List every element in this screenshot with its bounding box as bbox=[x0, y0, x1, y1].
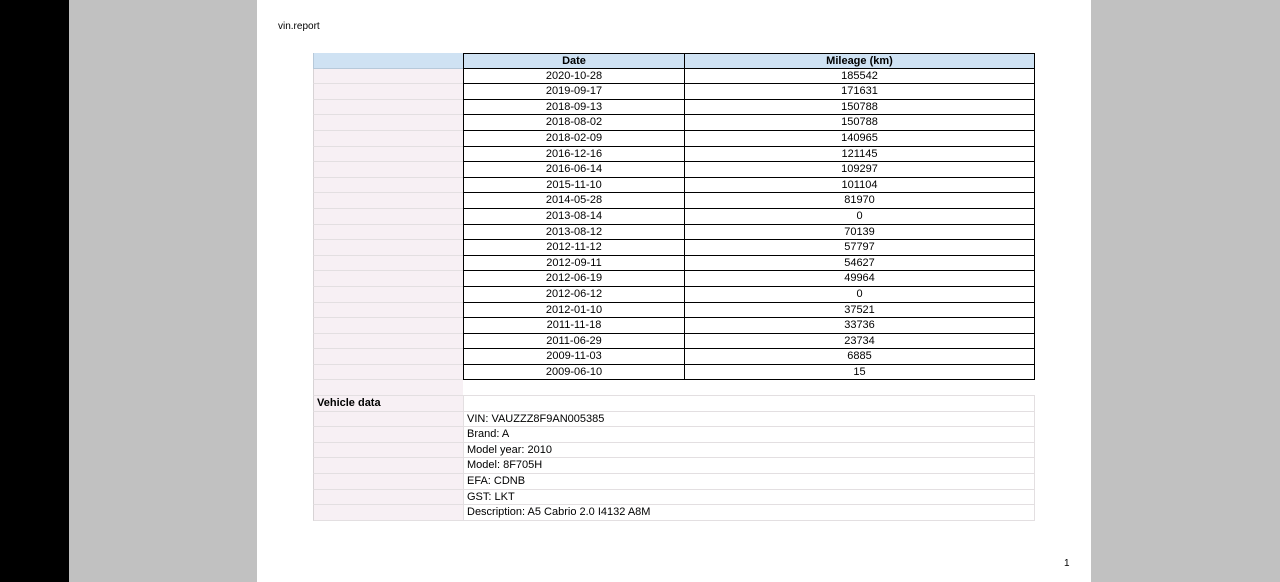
row-label-cell bbox=[313, 271, 463, 287]
date-cell: 2016-12-16 bbox=[463, 147, 685, 163]
table-row bbox=[313, 225, 1035, 241]
mileage-cell: 121145 bbox=[685, 147, 1035, 163]
vehicle-field-row bbox=[313, 505, 1035, 521]
row-label-cell bbox=[313, 412, 463, 428]
row-label-cell bbox=[313, 209, 463, 225]
mileage-cell: 150788 bbox=[685, 100, 1035, 116]
row-label-cell bbox=[313, 474, 463, 490]
date-cell: 2012-06-19 bbox=[463, 271, 685, 287]
vehicle-field: VIN: VAUZZZ8F9AN005385 bbox=[463, 412, 1035, 428]
row-label-cell bbox=[313, 193, 463, 209]
mileage-cell: 101104 bbox=[685, 178, 1035, 194]
row-label-cell bbox=[313, 287, 463, 303]
vehicle-field: Description: A5 Cabrio 2.0 I4132 A8M bbox=[463, 505, 1035, 521]
date-cell: 2009-11-03 bbox=[463, 349, 685, 365]
row-label-cell bbox=[313, 69, 463, 85]
table-row bbox=[313, 209, 1035, 225]
mileage-cell: 54627 bbox=[685, 256, 1035, 272]
table-row bbox=[313, 349, 1035, 365]
date-cell: 2018-02-09 bbox=[463, 131, 685, 147]
row-label-cell bbox=[313, 505, 463, 521]
date-cell: 2018-08-02 bbox=[463, 115, 685, 131]
table-row bbox=[313, 334, 1035, 350]
vehicle-field: GST: LKT bbox=[463, 490, 1035, 506]
vehicle-field-row bbox=[313, 474, 1035, 490]
vehicle-field-row bbox=[313, 427, 1035, 443]
table-row bbox=[313, 147, 1035, 163]
mileage-cell: 109297 bbox=[685, 162, 1035, 178]
vehicle-field: EFA: CDNB bbox=[463, 474, 1035, 490]
mileage-cell: 23734 bbox=[685, 334, 1035, 350]
left-black-bar bbox=[0, 0, 69, 582]
date-cell: 2012-11-12 bbox=[463, 240, 685, 256]
date-column-header: Date bbox=[463, 53, 685, 69]
date-cell: 2014-05-28 bbox=[463, 193, 685, 209]
mileage-cell: 15 bbox=[685, 365, 1035, 381]
date-cell: 2012-09-11 bbox=[463, 256, 685, 272]
row-label-cell bbox=[313, 225, 463, 241]
vehicle-data-title-row bbox=[313, 396, 1035, 412]
table-row bbox=[313, 365, 1035, 381]
date-cell: 2011-11-18 bbox=[463, 318, 685, 334]
row-label-cell bbox=[313, 458, 463, 474]
report-table bbox=[313, 53, 1035, 521]
row-label-cell bbox=[313, 178, 463, 194]
header-label-cell bbox=[313, 53, 463, 69]
vehicle-field: Brand: A bbox=[463, 427, 1035, 443]
mileage-cell: 37521 bbox=[685, 303, 1035, 319]
vehicle-field: Model year: 2010 bbox=[463, 443, 1035, 459]
row-label-cell bbox=[313, 84, 463, 100]
vehicle-data-title: Vehicle data bbox=[313, 396, 463, 412]
table-row bbox=[313, 100, 1035, 116]
row-label-cell bbox=[313, 162, 463, 178]
date-cell: 2016-06-14 bbox=[463, 162, 685, 178]
mileage-column-header: Mileage (km) bbox=[685, 53, 1035, 69]
table-row bbox=[313, 69, 1035, 85]
mileage-cell: 0 bbox=[685, 209, 1035, 225]
row-label-cell bbox=[313, 427, 463, 443]
row-label-cell bbox=[313, 334, 463, 350]
mileage-cell: 140965 bbox=[685, 131, 1035, 147]
date-cell: 2020-10-28 bbox=[463, 69, 685, 85]
mileage-cell: 70139 bbox=[685, 225, 1035, 241]
date-cell: 2013-08-14 bbox=[463, 209, 685, 225]
mileage-cell: 171631 bbox=[685, 84, 1035, 100]
row-label-cell bbox=[313, 443, 463, 459]
table-row bbox=[313, 271, 1035, 287]
table-row bbox=[313, 240, 1035, 256]
spacer-row bbox=[313, 380, 1035, 396]
vehicle-field-row bbox=[313, 490, 1035, 506]
date-cell: 2013-08-12 bbox=[463, 225, 685, 241]
row-label-cell bbox=[313, 365, 463, 381]
row-label-cell bbox=[313, 115, 463, 131]
mileage-cell: 6885 bbox=[685, 349, 1035, 365]
vehicle-field-row bbox=[313, 412, 1035, 428]
date-cell: 2012-06-12 bbox=[463, 287, 685, 303]
vehicle-field-row bbox=[313, 458, 1035, 474]
page-number: 1 bbox=[1064, 558, 1070, 569]
row-label-cell bbox=[313, 303, 463, 319]
date-cell: 2018-09-13 bbox=[463, 100, 685, 116]
document-page bbox=[257, 0, 1091, 582]
table-row bbox=[313, 162, 1035, 178]
row-label-cell bbox=[313, 256, 463, 272]
row-label-cell bbox=[313, 349, 463, 365]
table-row bbox=[313, 303, 1035, 319]
mileage-cell: 0 bbox=[685, 287, 1035, 303]
mileage-cell: 185542 bbox=[685, 69, 1035, 85]
table-row bbox=[313, 131, 1035, 147]
mileage-rows bbox=[313, 69, 1035, 381]
table-row bbox=[313, 178, 1035, 194]
table-row bbox=[313, 256, 1035, 272]
site-header: vin.report bbox=[278, 21, 320, 32]
table-row bbox=[313, 84, 1035, 100]
row-label-cell bbox=[313, 131, 463, 147]
date-cell: 2012-01-10 bbox=[463, 303, 685, 319]
date-cell: 2019-09-17 bbox=[463, 84, 685, 100]
row-label-cell bbox=[313, 147, 463, 163]
vehicle-data-rows bbox=[313, 412, 1035, 521]
row-label-cell bbox=[313, 490, 463, 506]
mileage-cell: 57797 bbox=[685, 240, 1035, 256]
row-label-cell bbox=[313, 100, 463, 116]
row-label-cell bbox=[313, 318, 463, 334]
table-row bbox=[313, 287, 1035, 303]
mileage-cell: 49964 bbox=[685, 271, 1035, 287]
date-cell: 2015-11-10 bbox=[463, 178, 685, 194]
vehicle-field: Model: 8F705H bbox=[463, 458, 1035, 474]
vehicle-field-row bbox=[313, 443, 1035, 459]
row-label-cell bbox=[313, 240, 463, 256]
mileage-cell: 33736 bbox=[685, 318, 1035, 334]
table-row bbox=[313, 115, 1035, 131]
table-row bbox=[313, 318, 1035, 334]
mileage-cell: 81970 bbox=[685, 193, 1035, 209]
table-header-row bbox=[313, 53, 1035, 69]
date-cell: 2011-06-29 bbox=[463, 334, 685, 350]
table-row bbox=[313, 193, 1035, 209]
date-cell: 2009-06-10 bbox=[463, 365, 685, 381]
mileage-cell: 150788 bbox=[685, 115, 1035, 131]
